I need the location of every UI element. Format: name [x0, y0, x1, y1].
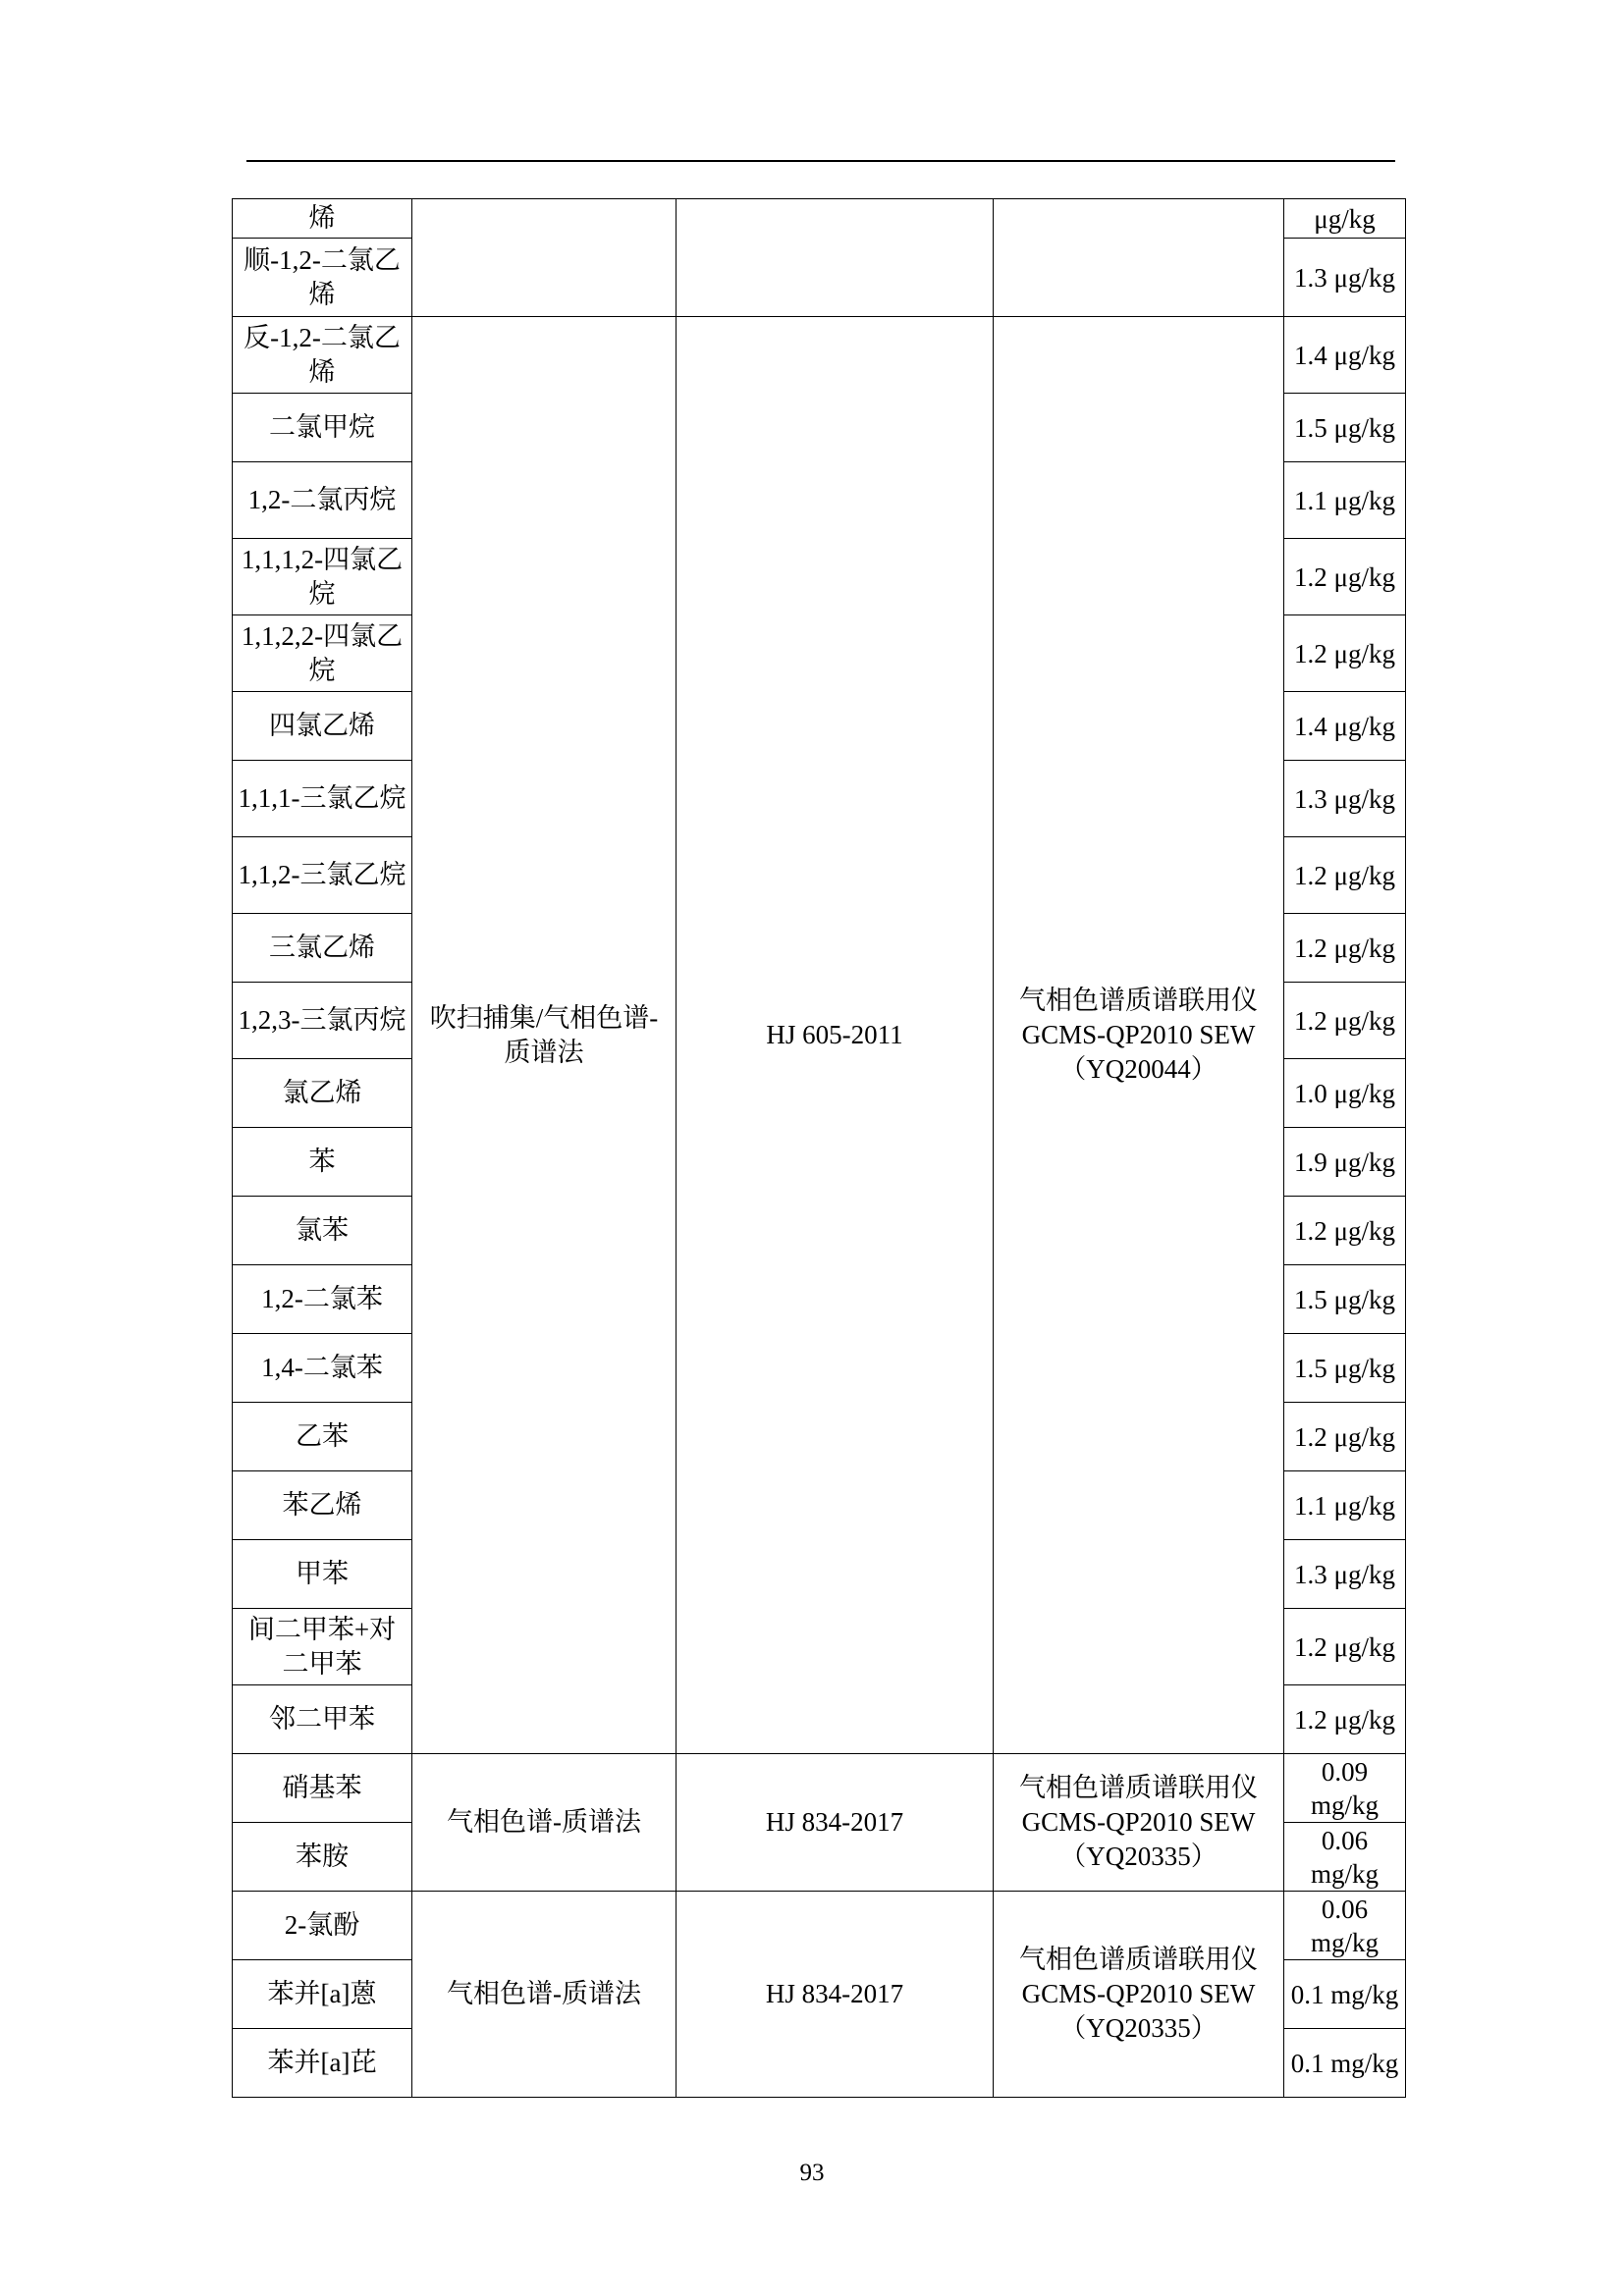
- detection-limit: μg/kg: [1284, 199, 1406, 239]
- table-row: [233, 1754, 1406, 1823]
- header-rule: [246, 160, 1395, 162]
- detection-limit: 0.09 mg/kg: [1284, 1754, 1406, 1823]
- analyte-name: 苯胺: [233, 1823, 412, 1892]
- detection-limit: 1.2 μg/kg: [1284, 1197, 1406, 1265]
- analyte-name: 氯苯: [233, 1197, 412, 1265]
- method-cell: 气相色谱-质谱法: [412, 1892, 677, 2098]
- analyte-name: 氯乙烯: [233, 1059, 412, 1128]
- analyte-name: 邻二甲苯: [233, 1685, 412, 1754]
- standard-cell: [677, 199, 994, 317]
- detection-limit: 1.5 μg/kg: [1284, 1265, 1406, 1334]
- analyte-name: 1,4-二氯苯: [233, 1334, 412, 1403]
- instrument-cell: 气相色谱质谱联用仪 GCMS-QP2010 SEW （YQ20335）: [994, 1892, 1284, 2098]
- detection-limit: 1.5 μg/kg: [1284, 1334, 1406, 1403]
- detection-limit: 0.06 mg/kg: [1284, 1892, 1406, 1960]
- detection-limit: 1.3 μg/kg: [1284, 761, 1406, 837]
- analyte-name: 烯: [233, 199, 412, 239]
- table-row: [233, 317, 1406, 394]
- analyte-name: 1,2-二氯苯: [233, 1265, 412, 1334]
- detection-limit: 1.5 μg/kg: [1284, 394, 1406, 462]
- method-cell: 吹扫捕集/气相色谱-质谱法: [412, 317, 677, 1754]
- detection-limit: 1.3 μg/kg: [1284, 1540, 1406, 1609]
- detection-limit: 1.2 μg/kg: [1284, 983, 1406, 1059]
- method-cell: [412, 199, 677, 317]
- detection-limit: 1.9 μg/kg: [1284, 1128, 1406, 1197]
- detection-limit: 1.2 μg/kg: [1284, 914, 1406, 983]
- analyte-name: 苯: [233, 1128, 412, 1197]
- analyte-name: 反-1,2-二氯乙烯: [233, 317, 412, 394]
- analyte-name: 甲苯: [233, 1540, 412, 1609]
- analyte-name: 1,1,2-三氯乙烷: [233, 837, 412, 914]
- analyte-name: 1,2-二氯丙烷: [233, 462, 412, 539]
- analyte-name: 间二甲苯+对二甲苯: [233, 1609, 412, 1685]
- analyte-name: 三氯乙烯: [233, 914, 412, 983]
- detection-limit: 1.2 μg/kg: [1284, 1685, 1406, 1754]
- analyte-name: 乙苯: [233, 1403, 412, 1471]
- detection-limit: 1.1 μg/kg: [1284, 1471, 1406, 1540]
- analyte-name: 2-氯酚: [233, 1892, 412, 1960]
- instrument-cell: 气相色谱质谱联用仪 GCMS-QP2010 SEW （YQ20044）: [994, 317, 1284, 1754]
- detection-limit: 1.0 μg/kg: [1284, 1059, 1406, 1128]
- detection-limit: 1.2 μg/kg: [1284, 539, 1406, 615]
- analyte-name: 1,2,3-三氯丙烷: [233, 983, 412, 1059]
- detection-limit: 1.2 μg/kg: [1284, 1403, 1406, 1471]
- analyte-name: 1,1,1,2-四氯乙烷: [233, 539, 412, 615]
- detection-limit: 1.2 μg/kg: [1284, 1609, 1406, 1685]
- instrument-cell: 气相色谱质谱联用仪 GCMS-QP2010 SEW （YQ20335）: [994, 1754, 1284, 1892]
- detection-limit: 1.2 μg/kg: [1284, 837, 1406, 914]
- detection-limit: 0.1 mg/kg: [1284, 2029, 1406, 2098]
- instrument-cell: [994, 199, 1284, 317]
- analyte-name: 苯并[a]芘: [233, 2029, 412, 2098]
- standard-cell: HJ 834-2017: [677, 1892, 994, 2098]
- detection-limit: 1.1 μg/kg: [1284, 462, 1406, 539]
- analyte-name: 二氯甲烷: [233, 394, 412, 462]
- detection-limit: 0.1 mg/kg: [1284, 1960, 1406, 2029]
- detection-limits-table: [232, 198, 1406, 2098]
- detection-limit: 1.3 μg/kg: [1284, 239, 1406, 317]
- analyte-name: 顺-1,2-二氯乙烯: [233, 239, 412, 317]
- standard-cell: HJ 834-2017: [677, 1754, 994, 1892]
- detection-limit: 1.2 μg/kg: [1284, 615, 1406, 692]
- analyte-name: 1,1,2,2-四氯乙烷: [233, 615, 412, 692]
- analyte-name: 苯并[a]蒽: [233, 1960, 412, 2029]
- table-row: [233, 199, 1406, 239]
- analyte-name: 苯乙烯: [233, 1471, 412, 1540]
- page-number: 93: [799, 2160, 825, 2186]
- analyte-name: 1,1,1-三氯乙烷: [233, 761, 412, 837]
- detection-limit: 1.4 μg/kg: [1284, 317, 1406, 394]
- detection-limit: 0.06 mg/kg: [1284, 1823, 1406, 1892]
- table-row: [233, 1892, 1406, 1960]
- method-cell: 气相色谱-质谱法: [412, 1754, 677, 1892]
- analyte-name: 四氯乙烯: [233, 692, 412, 761]
- standard-cell: HJ 605-2011: [677, 317, 994, 1754]
- analyte-name: 硝基苯: [233, 1754, 412, 1823]
- detection-limit: 1.4 μg/kg: [1284, 692, 1406, 761]
